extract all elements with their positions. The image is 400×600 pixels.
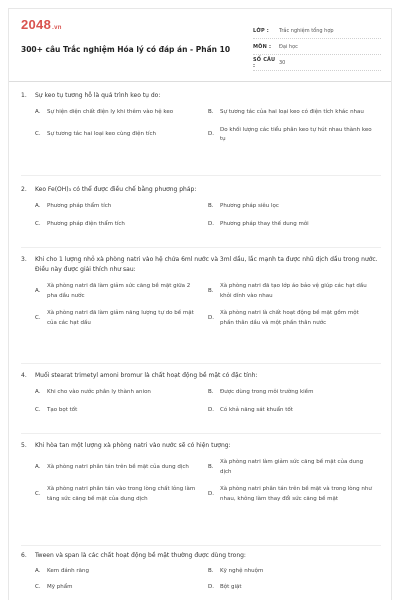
question-6: 6. Tween và span là các chất hoạt động bề mặt thường được dùng trong: A. Kem đánh răng B. Kỹ nghệ nhuộm C. Mỹ phẩm D. Bột giặt (21, 551, 383, 592)
question-4: 4. Muối stearat trimetyl amoni bromur là chất hoạt động bề mặt có đặc tính: A. Khi cho vào nước phân ly thành anion B. Được dùng trong môi trường kiềm C. Tạo bọt tốt D. Có khả năng sát khuẩn tốt (21, 371, 383, 423)
option-b[interactable]: B. Xà phòng natri đã tạo lớp áo bảo vệ giúp các hạt dầu khỏi dính vào nhau (208, 283, 367, 299)
document-meta (253, 23, 381, 71)
question-divider (21, 175, 381, 176)
option-c[interactable]: C. Phương pháp điện thẩm tích (35, 220, 125, 227)
question-text: Sự keo tụ tương hỗ là quá trình keo tụ do: (35, 92, 161, 99)
option-c[interactable]: C. Xà phòng natri phân tán vào trong lòng chất lỏng làm tăng sức căng bề mặt của dung dịch (35, 486, 196, 502)
question-divider (21, 247, 381, 248)
site-logo[interactable]: 2048.vn (21, 17, 62, 32)
document-header (21, 17, 381, 73)
question-2: 2. Keo Fe(OH)₃ có thể được điều chế bằng phương pháp: A. Phương pháp thẩm tích B. Phương pháp siêu lọc C. Phương pháp điện thẩm tích D. Phương pháp thay thế dung môi (21, 185, 383, 237)
option-a[interactable]: A. Kem đánh răng (35, 568, 90, 574)
question-text: Keo Fe(OH)₃ có thể được điều chế bằng phương pháp: (35, 186, 197, 193)
question-divider (21, 363, 381, 364)
option-d[interactable]: D. Bột giặt (208, 583, 242, 590)
option-d[interactable]: D. Xà phòng natri phân tán trên bề mặt và trong lòng như nhau, không làm thay đổi sức căng bề mặt (208, 486, 372, 502)
option-a[interactable]: A. Phương pháp thẩm tích (35, 203, 112, 209)
document-page (8, 8, 392, 600)
option-a[interactable]: A. Khi cho vào nước phân ly thành anion (35, 389, 151, 395)
meta-row-count: SỐ CÂU : 30 (253, 55, 381, 71)
question-5: 5. Khi hòa tan một lượng xà phòng natri vào nước sẽ có hiện tượng: A. Xà phòng natri phân tán trên bề mặt của dung dịch B. Xà phòng natri làm giảm sức căng bề mặt của dung dịch C. Xà phòng natri phân tán vào trong lòng chất lỏng làm tăng sức căng bề mặt của dung dịch D. Xà phòng natri phân tán trên bề mặt và trong lòng như nhau, không làm thay đổi sức căng bề mặt (21, 441, 383, 512)
question-text: Khi hòa tan một lượng xà phòng natri vào nước sẽ có hiện tượng: (35, 442, 231, 449)
header-divider (9, 81, 391, 82)
question-divider (21, 545, 381, 546)
question-text: Khi cho 1 lượng nhỏ xà phòng natri vào hệ chứa 6ml nước và 3ml dầu, lắc mạnh ta được nhũ dịch dầu trong nước. Điều này được giải thích như sau: (35, 256, 378, 273)
meta-row-subject: MÔN : Đại học (253, 39, 381, 55)
option-b[interactable]: B. Kỹ nghệ nhuộm (208, 568, 264, 574)
option-c[interactable]: C. Xà phòng natri đã làm giảm năng lượng tự do bề mặt của các hạt dầu (35, 310, 194, 326)
option-c[interactable]: C. Tạo bọt tốt (35, 406, 78, 413)
question-1: 1. Sự keo tụ tương hỗ là quá trình keo tụ do: A. Sự hiện diện chất điện ly khi thêm vào hệ keo B. Sự tương tác của hai loại keo có điện tích khác nhau C. Sự tương tác hai loại keo cùng điện tích D. Do khối lượng các tiểu phân keo tự hút nhau thành keo tụ (21, 91, 383, 153)
option-b[interactable]: B. Sự tương tác của hai loại keo có điện tích khác nhau (208, 109, 364, 115)
question-text: Muối stearat trimetyl amoni bromur là chất hoạt động bề mặt có đặc tính: (35, 372, 258, 379)
option-d[interactable]: D. Có khả năng sát khuẩn tốt (208, 406, 293, 413)
option-b[interactable]: B. Được dùng trong môi trường kiềm (208, 389, 314, 395)
option-d[interactable]: D. Phương pháp thay thế dung môi (208, 220, 309, 227)
option-b[interactable]: B. Phương pháp siêu lọc (208, 203, 279, 209)
question-3: 3. Khi cho 1 lượng nhỏ xà phòng natri vào hệ chứa 6ml nước và 3ml dầu, lắc mạnh ta được nhũ dịch dầu trong nước. Điều này được giải thích như sau: A. Xà phòng natri đã làm giảm sức căng bề mặt giữa 2 pha dầu nước B. Xà phòng natri đã tạo lớp áo bảo vệ giúp các hạt dầu khỏi dính vào nhau C. Xà phòng natri đã làm giảm năng lượng tự do bề mặt của các hạt dầu D. Xà phòng natri là chất hoạt động bề mặt gồm một phần thân dầu và một phần thân nước (21, 255, 383, 336)
option-c[interactable]: C. Sự tương tác hai loại keo cùng điện tích (35, 131, 156, 138)
option-d[interactable]: D. Xà phòng natri là chất hoạt động bề mặt gồm một phần thân dầu và một phần thân nước (208, 310, 359, 326)
option-c[interactable]: C. Mỹ phẩm (35, 583, 73, 590)
option-a[interactable]: A. Xà phòng natri đã làm giảm sức căng bề mặt giữa 2 pha dầu nước (35, 283, 191, 299)
option-d[interactable]: D. Do khối lượng các tiểu phân keo tự hút nhau thành keo tụ (208, 126, 372, 142)
question-divider (21, 433, 381, 434)
option-a[interactable]: A. Sự hiện diện chất điện ly khi thêm vào hệ keo (35, 109, 174, 115)
option-a[interactable]: A. Xà phòng natri phân tán trên bề mặt của dung dịch (35, 463, 189, 470)
document-title: 300+ câu Trắc nghiệm Hóa lý có đáp án - Phần 10 (21, 45, 231, 54)
option-b[interactable]: B. Xà phòng natri làm giảm sức căng bề mặt của dung dịch (208, 459, 364, 475)
meta-row-class: LỚP : Trắc nghiệm tổng hợp (253, 23, 381, 39)
question-text: Tween và span là các chất hoạt động bề mặt thường được dùng trong: (35, 552, 246, 559)
